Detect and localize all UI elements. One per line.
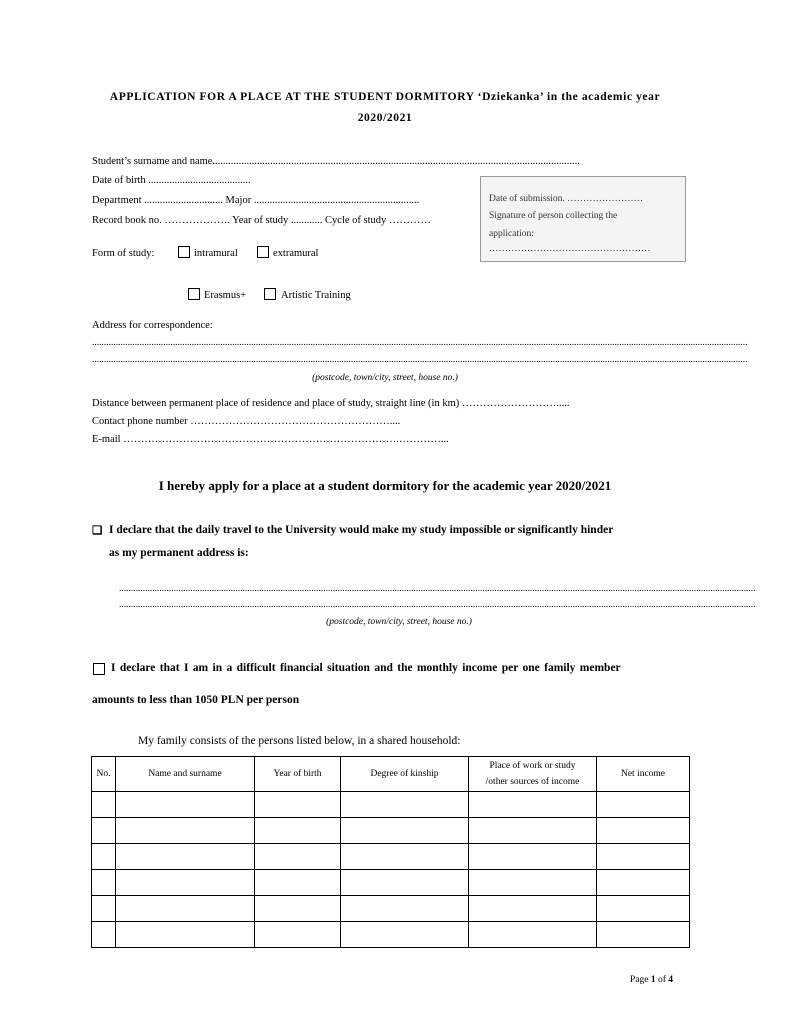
cell-name[interactable] <box>116 844 255 870</box>
cell-no[interactable] <box>92 818 116 844</box>
declaration1-checkbox-icon[interactable]: ❏ <box>92 525 103 537</box>
cell-income[interactable] <box>597 870 690 896</box>
family-intro: My family consists of the persons listed below, in a shared household: <box>138 735 461 747</box>
erasmus-label: Erasmus+ <box>204 290 247 301</box>
cell-work[interactable] <box>469 870 597 896</box>
cell-kinship[interactable] <box>341 922 469 948</box>
page-total: 4 <box>668 975 674 985</box>
cell-kinship[interactable] <box>341 792 469 818</box>
table-row <box>92 792 690 818</box>
cell-income[interactable] <box>597 792 690 818</box>
table-row <box>92 896 690 922</box>
cell-no[interactable] <box>92 870 116 896</box>
cell-year[interactable] <box>255 844 341 870</box>
cell-year[interactable] <box>255 922 341 948</box>
cell-year[interactable] <box>255 818 341 844</box>
signature-label-2: application: <box>489 229 534 239</box>
cell-name[interactable] <box>116 896 255 922</box>
declaration2-line2: amounts to less than 1050 PLN per person <box>92 694 300 706</box>
date-of-birth-field[interactable]: Date of birth ....................................... <box>92 175 251 186</box>
cell-no[interactable] <box>92 922 116 948</box>
address-line-1[interactable]: .................................................................................................................................................................................................................................................................................... <box>92 338 748 348</box>
table-row <box>92 870 690 896</box>
col-degree-of-kinship: Degree of kinship <box>341 757 469 792</box>
intramural-checkbox[interactable] <box>178 246 190 258</box>
declaration2-checkbox[interactable] <box>93 663 105 675</box>
cell-year[interactable] <box>255 792 341 818</box>
declaration1-address-hint: (postcode, town/city, street, house no.) <box>326 617 472 627</box>
submission-date-field[interactable]: Date of submission. …………………… <box>489 194 644 204</box>
col-name-surname: Name and surname <box>116 757 255 792</box>
declaration2-line1: I declare that I am in a difficult financial situation and the monthly income per one family member <box>111 662 621 674</box>
erasmus-checkbox[interactable] <box>188 288 200 300</box>
declaration1-address-1[interactable]: ............................................................................................................................................................................................................................................................................ <box>119 584 756 594</box>
phone-field[interactable]: Contact phone number ………………………………………………….... <box>92 416 401 427</box>
table-row <box>92 844 690 870</box>
cell-name[interactable] <box>116 818 255 844</box>
declaration1-address-2[interactable]: ............................................................................................................................................................................................................................................................................ <box>119 600 756 610</box>
signature-line[interactable]: …………………………………………… <box>489 244 651 254</box>
declaration1-line1: I declare that the daily travel to the University would make my study impossible or significantly hinder <box>109 524 614 536</box>
table-header-row <box>92 757 690 792</box>
distance-field[interactable]: Distance between permanent place of residence and place of study, straight line (in km) ………………………..... <box>92 398 570 409</box>
of-word: of <box>657 975 666 985</box>
cell-income[interactable] <box>597 922 690 948</box>
address-label: Address for correspondence: <box>92 320 213 331</box>
apply-statement: I hereby apply for a place at a student dormitory for the academic year 2020/2021 <box>158 478 612 493</box>
family-table <box>91 756 690 948</box>
cell-income[interactable] <box>597 818 690 844</box>
page-number: 1 <box>650 975 656 985</box>
cell-year[interactable] <box>255 870 341 896</box>
extramural-label: extramural <box>273 248 319 259</box>
cell-kinship[interactable] <box>341 870 469 896</box>
cell-kinship[interactable] <box>341 844 469 870</box>
record-book-field[interactable]: Record book no. ………………. Year of study ............ Cycle of study ………… <box>92 215 431 226</box>
table-row <box>92 818 690 844</box>
cell-work[interactable] <box>469 896 597 922</box>
declaration1-line2: as my permanent address is: <box>109 547 249 559</box>
cell-no[interactable] <box>92 896 116 922</box>
cell-name[interactable] <box>116 922 255 948</box>
col-place-of-work <box>469 757 597 792</box>
cell-no[interactable] <box>92 844 116 870</box>
page-indicator <box>630 975 673 985</box>
address-line-2[interactable]: .................................................................................................................................................................................................................................................................................... <box>92 355 748 365</box>
cell-kinship[interactable] <box>341 818 469 844</box>
address-hint: (postcode, town/city, street, house no.) <box>312 373 458 383</box>
cell-kinship[interactable] <box>341 896 469 922</box>
cell-work[interactable] <box>469 844 597 870</box>
signature-label-1: Signature of person collecting the <box>489 211 618 221</box>
intramural-label: intramural <box>194 248 238 259</box>
cell-work[interactable] <box>469 792 597 818</box>
artistic-training-label: Artistic Training <box>281 290 351 301</box>
col-place-of-work-line2: /other sources of income <box>485 777 580 787</box>
email-field[interactable]: E-mail …………………………………………………………………….…………... <box>92 434 449 445</box>
office-use-box <box>480 176 686 262</box>
table-row <box>92 922 690 948</box>
col-year-of-birth: Year of birth <box>255 757 341 792</box>
surname-field[interactable]: Student’s surname and name............................................................................................................................................ <box>92 156 580 167</box>
col-place-of-work-line1: Place of work or study <box>489 761 576 771</box>
form-title-line1: APPLICATION FOR A PLACE AT THE STUDENT DORMITORY ‘Dziekanka’ in the academic year <box>109 91 661 103</box>
cell-income[interactable] <box>597 896 690 922</box>
form-of-study-label: Form of study: <box>92 248 155 259</box>
department-major-field[interactable]: Department .............................. Major ............................................................... <box>92 195 420 206</box>
cell-work[interactable] <box>469 818 597 844</box>
cell-income[interactable] <box>597 844 690 870</box>
extramural-checkbox[interactable] <box>257 246 269 258</box>
cell-name[interactable] <box>116 870 255 896</box>
cell-year[interactable] <box>255 896 341 922</box>
form-title-line2: 2020/2021 <box>357 112 413 124</box>
cell-name[interactable] <box>116 792 255 818</box>
artistic-training-checkbox[interactable] <box>264 288 276 300</box>
col-no: No. <box>92 757 116 792</box>
page-word: Page <box>630 975 649 985</box>
cell-work[interactable] <box>469 922 597 948</box>
col-net-income: Net income <box>597 757 690 792</box>
cell-no[interactable] <box>92 792 116 818</box>
